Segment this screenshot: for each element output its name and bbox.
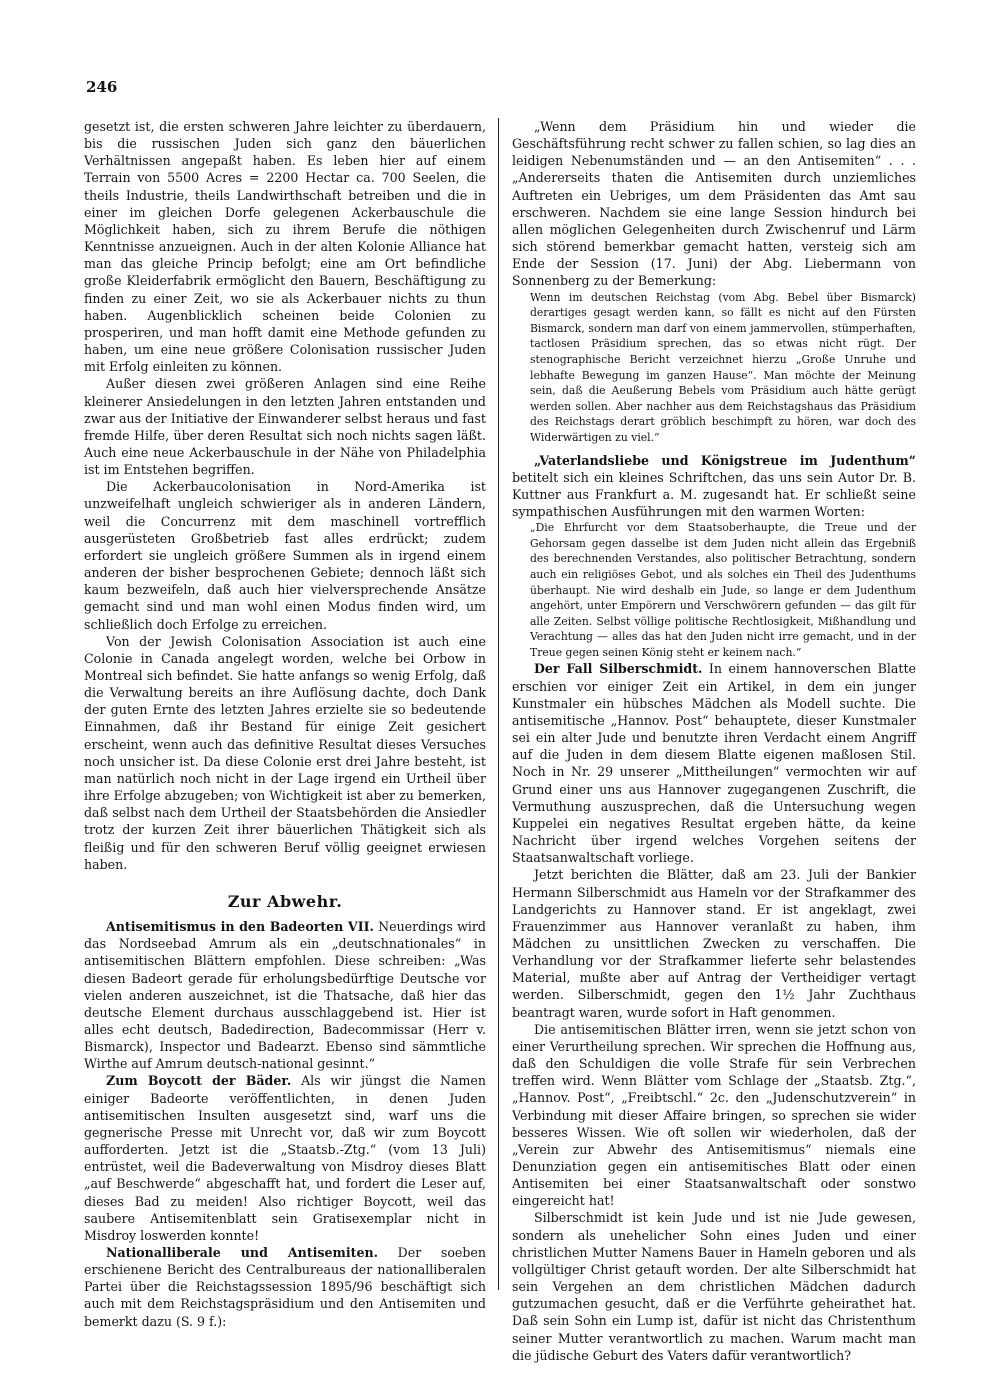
paragraph: Außer diesen zwei größeren Anlagen sind eine Reihe kleinerer Ansiedelungen in den letzten Jahren entstanden und zwar aus der Initiative der Einwanderer selbst heraus und fast fremde Hilfe, über deren Resultat sich noch nichts sagen läßt. Auch eine neue Ackerbauschule in der Nähe von Philadelphia ist im Entstehen begriffen.: [84, 376, 486, 478]
left-column: [84, 118, 486, 1330]
paragraph: Jetzt berichten die Blätter, daß am 23. Juli der Bankier Hermann Silberschmidt aus Hameln vor der Strafkammer des Landgerichts zu Hannover stand. Er ist angeklagt, zwei Frauenzimmer aus Hannover veranlaßt zu haben, ihm Mädchen zu unsittlichen Zwecken zu verschaffen. Die Verhandlung vor der Strafkammer lieferte sehr belastendes Material, mußte aber auf Antrag der Vertheidiger vertagt werden. Silberschmidt, gegen den 1½ Jahr Zuchthaus beantragt waren, wurde sofort in Haft genommen.: [512, 867, 916, 1020]
paragraph: Die antisemitischen Blätter irren, wenn sie jetzt schon von einer Verurtheilung sprechen. Wir sprechen die Hoffnung aus, daß den Schuldigen die volle Strafe für sein Verbrechen treffen wird. Wenn Blätter vom Schlage der „Staatsb. Ztg.“, „Hannov. Post“, „Freibtschl.“ 2c. den „Judenschutzverein“ in Verbindung mit dieser Affaire bringen, so sprechen sie wider besseres Wissen. Wie oft sollen wir wiederholen, daß der „Verein zur Abwehr des Antisemitismus“ niemals eine Denunziation gegen ein antisemitisches Blatt oder einen Antisemiten bei einer Staatsanwaltschaft oder sonstwo eingereicht hat!: [512, 1021, 916, 1209]
article-heading: Antisemitismus in den Badeorten VII.: [106, 919, 374, 935]
article-heading: Zum Boycott der Bäder.: [106, 1073, 292, 1089]
article-heading: Der Fall Silberschmidt.: [534, 661, 703, 677]
article-text: In einem hannoverschen Blatte erschien vor einiger Zeit ein Artikel, in dem ein junger Kunstmaler ein hübsches Mädchen als Modell suchte. Die antisemitische „Hannov. Post“ behauptete, dieser Kunstmaler sei ein alter Jude und benutzte ihren Verdacht einem Angriff auf die Juden in dem diesem Blatte eigenen maßlosen Stil. Noch in Nr. 29 unserer „Mittheilungen“ vermochten wir auf Grund einer uns aus Hannover zugegangenen Zuschrift, die Vermuthung auszusprechen, daß die Untersuchung wegen Kuppelei ein negatives Resultat ergeben hätte, da keine Nachricht über irgend welches Vorgehen seitens der Staatsanwaltschaft vorliege.: [512, 661, 916, 866]
block-quote: „Die Ehrfurcht vor dem Staatsoberhaupte, die Treue und der Gehorsam gegen dasselbe ist dem Juden nicht allein das Ergebniß des berechnenden Verstandes, also politischer Betrachtung, sondern auch ein religiöses Gebot, und als solches ein Theil des Judenthums überhaupt. Nie wird deshalb ein Jude, so lange er dem Judenthum angehört, unter Empörern und Verschwörern gefunden — das gilt für alle Zeiten. Selbst völlige politische Rechtlosigkeit, Mißhandlung und Verachtung — alles das hat den Juden nicht irre gemacht, und in der Treue gegen seinen König steht er keinem nach.“: [530, 521, 916, 659]
article-boycott: [84, 1072, 486, 1244]
paragraph: „Wenn dem Präsidium hin und wieder die Geschäftsführung recht schwer zu fallen schien, so lag dies an leidigen Nebenumständen und — an den Antisemiten“ . . . „Andererseits thaten die Antisemiten durch unziemliches Auftreten ein Uebriges, um dem Präsidenten das Amt sau erschweren. Nachdem sie eine lange Session hindurch bei allen möglichen Gelegenheiten durch Zwischenruf und Lärm sich störend bemerkbar gemacht hatten, versteig sich am Ende der Session (17. Juni) der Abg. Liebermann von Sonnenberg zu der Bemerkung:: [512, 119, 916, 289]
article-vaterlandsliebe: [512, 452, 916, 521]
right-column: [512, 118, 916, 1364]
article-heading: Nationalliberale und Antisemiten.: [106, 1245, 379, 1260]
section-title: Zur Abwehr.: [227, 891, 343, 911]
article-text: Der soeben erschienene Bericht des Centralbureaus der nationalliberalen Partei über die Reichstagssession 1895/96 beschäftigt sich auch mit dem Reichstagspräsidium und den Antisemiten und bemerkt dazu (S. 9 f.):: [84, 1245, 486, 1329]
article-heading: „Vaterlandsliebe und Königstreue im Judenthum“: [534, 452, 916, 468]
paragraph: Silberschmidt ist kein Jude und ist nie Jude gewesen, sondern als unehelicher Sohn eines Juden und einer christlichen Mutter Namens Bauer in Hameln geboren und als vollgültiger Christ getauft worden. Der alte Silberschmidt hat sein Vergehen an dem christlichen Mädchen dadurch gutzumachen gesucht, daß er die Verführte geheirathet hat. Daß sein Sohn ein Lump ist, dafür ist nicht das Christenthum seiner Mutter verantwortlich zu machen. Warum macht man die jüdische Geburt des Vaters dafür verantwortlich?: [512, 1210, 916, 1363]
paragraph: Von der Jewish Colonisation Association ist auch eine Colonie in Canada angelegt worden, welche bei Orbow in Montreal sich befindet. Sie hatte anfangs so wenig Erfolg, daß die Verwaltung bereits an ihre Auflösung dachte, doch Dank der guten Ernte des letzten Jahres erzielte sie so bedeutende Einnahmen, daß ihr Bestand für einige Zeit gesichert erscheint, wenn auch das definitive Resultat dieses Versuches noch unsicher ist. Da diese Colonie erst drei Jahre besteht, ist man natürlich noch nicht in der Lage irgend ein Urtheil über ihre Erfolge abzugeben; von Wichtigkeit ist aber zu bemerken, daß selbst nach dem Urtheil der Staatsbehörden die Ansiedler trotz der kurzen Zeit ihrer bäuerlichen Thätigkeit sich als fleißig und für den schweren Beruf völlig geeignet erwiesen haben.: [84, 633, 486, 872]
column-divider: [498, 118, 499, 1290]
paragraph: gesetzt ist, die ersten schweren Jahre leichter zu überdauern, bis die russischen Juden sich ganz den bäuerlichen Verhältnissen angepaßt haben. Es leben hier auf einem Terrain von 5500 Acres = 2200 Hectar ca. 700 Seelen, die theils Industrie, theils Landwirthschaft betreiben und die in einer im gleichen Dorfe gelegenen Ackerbauschule die Möglichkeit haben, sich zu ihrem Berufe die nöthigen Kenntnisse anzueignen. Auch in der alten Kolonie Alliance hat man das gleiche Princip befolgt; eine am Ort befindliche große Kleiderfabrik ermöglicht den Bauern, Beschäftigung zu finden zu einer Zeit, wo sie als Ackerbauer nichts zu thun haben. Augenblicklich scheinen beide Colonien zu prosperiren, und man hofft damit eine Methode gefunden zu haben, um eine neue größere Colonisation russischer Juden mit Erfolg einleiten zu können.: [84, 119, 486, 375]
article-badeorten: [84, 918, 486, 1072]
article-nationalliberale: [84, 1244, 486, 1330]
article-text: Als wir jüngst die Namen einiger Badeorte veröffentlichten, in denen Juden antisemitischen Insulten ausgesetzt sind, warf uns die gegnerische Presse mit Unrecht vor, daß wir zum Boycott aufforderten. Jetzt ist die „Staatsb.-Ztg.“ (vom 13 Juli) entrüstet, weil die Badeverwaltung von Misdroy dieses Blatt „auf Beschwerde“ abgeschafft hat, und fordert die Leser auf, dieses Bad zu meiden! Also richtiger Boycott, weil das saubere Antisemitenblatt sein Gratisexemplar nicht in Misdroy loswerden konnte!: [84, 1073, 486, 1243]
block-quote: Wenn im deutschen Reichstag (vom Abg. Bebel über Bismarck) derartiges gesagt werden kann, so fällt es nicht auf den Fürsten Bismarck, sondern man darf von einem jammervollen, stümperhaften, tactlosen Präsidium sprechen, das so etwas nicht rügt. Der stenographische Bericht verzeichnet hierzu „Große Unruhe und lebhafte Bewegung im ganzen Hause“. Man möchte der Meinung sein, daß die Aeußerung Bebels vom Präsidium auch hätte gerügt werden sollen. Aber nachher aus dem Reichstagshaus das Präsidium des Reichstags derart gröblich beschimpft zu hören, war doch des Widerwärtigen zu viel.“: [530, 290, 916, 444]
article-text: Neuerdings wird das Nordseebad Amrum als ein „deutschnationales“ in antisemitischen Blättern empfohlen. Diese schreiben: „Was diesen Badeort gerade für erholungsbedürftige Deutsche vor vielen anderen auszeichnet, ist die Thatsache, daß hier das deutsche Element durchaus ausschlaggebend ist. Hier ist alles echt deutsch, Badedirection, Badecommissar (Herr v. Bismarck), Inspector und Badearzt. Ebenso sind sämmtliche Wirthe auf Amrum deutsch-national gesinnt.“: [84, 919, 486, 1072]
article-silberschmidt: [512, 660, 916, 866]
article-text: betitelt sich ein kleines Schriftchen, das uns sein Autor Dr. B. Kuttner aus Frankfurt a. M. zugesandt hat. Er schließt seine sympathischen Ausführungen mit den warmen Worten:: [512, 469, 916, 519]
paragraph: Die Ackerbaucolonisation in Nord-Amerika ist unzweifelhaft ungleich schwieriger als in anderen Ländern, weil die Concurrenz mit dem maschinell vortrefflich ausgerüsteten Großbetrieb fast alles erdrückt; zudem erfordert sie ungleich größere Summen als in irgend einem anderen der bisher besprochenen Gebiete; dennoch läßt sich kaum bezweifeln, daß auch hier vielversprechende Ansätze gemacht sind und man wohl einen Modus finden wird, um schließlich doch Erfolge zu erreichen.: [84, 479, 486, 632]
page-number: 246: [86, 78, 118, 96]
